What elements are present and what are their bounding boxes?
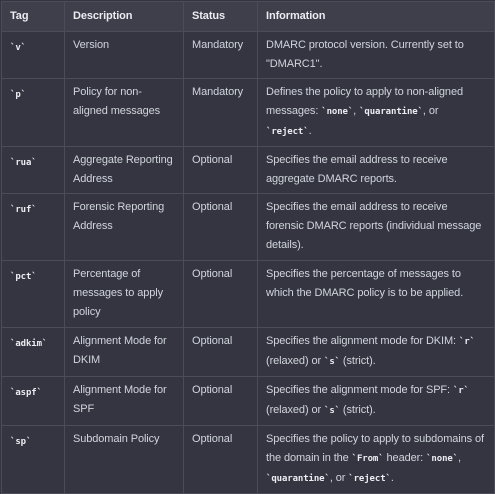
information-cell: [258, 32, 495, 79]
table-row: [2, 147, 495, 194]
tag-cell: [2, 32, 65, 79]
inline-code: `none`: [321, 107, 354, 117]
info-text: (strict).: [339, 404, 376, 416]
information-cell: [258, 328, 495, 377]
tag-cell: [2, 377, 65, 426]
inline-code: `quarantine`: [359, 107, 423, 117]
inline-code: `s`: [324, 357, 340, 367]
tag-code: `pct`: [10, 272, 37, 282]
information-cell: [258, 377, 495, 426]
column-header-description: Description: [65, 2, 184, 32]
tag-code: `adkim`: [10, 339, 48, 349]
information-cell: [258, 79, 495, 147]
information-cell: [258, 194, 495, 261]
information-cell: [258, 147, 495, 194]
inline-code: `reject`: [266, 127, 309, 137]
tag-cell: [2, 426, 65, 494]
info-text: Defines the policy to apply to non-aligned messages:: [266, 86, 463, 117]
description-cell: Subdomain Policy: [65, 426, 184, 494]
table-row: [2, 426, 495, 494]
table-row: [2, 261, 495, 328]
tag-cell: [2, 194, 65, 261]
info-text: header:: [383, 452, 427, 464]
table-header-row: [2, 2, 495, 32]
info-text: (relaxed) or: [266, 404, 324, 416]
description-cell: Aggregate Reporting Address: [65, 147, 184, 194]
tag-cell: [2, 147, 65, 194]
tag-cell: [2, 328, 65, 377]
tag-code: `ruf`: [10, 205, 37, 215]
info-text: ,: [458, 452, 461, 464]
status-cell: Optional: [184, 194, 258, 261]
information-cell: [258, 426, 495, 494]
dmarc-tags-table: [1, 1, 495, 494]
status-cell: Optional: [184, 147, 258, 194]
description-cell: Version: [65, 32, 184, 79]
info-text: Specifies the alignment mode for DKIM:: [266, 335, 459, 347]
inline-code: `quarantine`: [266, 474, 330, 484]
status-cell: Optional: [184, 328, 258, 377]
inline-code: `reject`: [348, 474, 391, 484]
column-header-information: Information: [258, 2, 495, 32]
info-text: Specifies the percentage of messages to which the DMARC policy is to be applied.: [266, 268, 464, 299]
info-text: .: [390, 472, 394, 484]
table-row: [2, 377, 495, 426]
info-text: , or: [422, 105, 439, 117]
column-header-status: Status: [184, 2, 258, 32]
info-text: (relaxed) or: [266, 355, 324, 367]
tag-code: `v`: [10, 43, 26, 53]
info-text: Specifies the email address to receive aggregate DMARC reports.: [266, 154, 448, 185]
inline-code: `r`: [452, 386, 469, 396]
status-cell: Optional: [184, 426, 258, 494]
tag-cell: [2, 261, 65, 328]
tag-code: `rua`: [10, 158, 37, 168]
status-cell: Optional: [184, 377, 258, 426]
info-text: .: [308, 125, 312, 137]
info-text: Specifies the alignment mode for SPF:: [266, 384, 453, 396]
info-text: (strict).: [339, 355, 376, 367]
description-cell: Forensic Reporting Address: [65, 194, 184, 261]
table-row: [2, 328, 495, 377]
info-text: ,: [353, 105, 360, 117]
inline-code: `none`: [426, 454, 459, 464]
table-row: [2, 79, 495, 147]
info-text: , or: [329, 472, 349, 484]
status-cell: Mandatory: [184, 79, 258, 147]
info-text: DMARC protocol version. Currently set to "DMARC1".: [266, 39, 464, 70]
description-cell: Percentage of messages to apply policy: [65, 261, 184, 328]
inline-code: `From`: [351, 454, 384, 464]
tag-code: `sp`: [10, 437, 32, 447]
inline-code: `s`: [324, 406, 340, 416]
tag-code: `p`: [10, 90, 26, 100]
table-row: [2, 194, 495, 261]
inline-code: `r`: [458, 337, 475, 347]
info-text: Specifies the email address to receive forensic DMARC reports (individual message details).: [266, 201, 482, 251]
tag-cell: [2, 79, 65, 147]
table-row: [2, 32, 495, 79]
tag-code: `aspf`: [10, 388, 42, 398]
description-cell: Alignment Mode for DKIM: [65, 328, 184, 377]
info-text: Specifies the policy to apply to subdomains of the domain in the: [266, 433, 484, 464]
status-cell: Optional: [184, 261, 258, 328]
description-cell: Policy for non-aligned messages: [65, 79, 184, 147]
status-cell: Mandatory: [184, 32, 258, 79]
information-cell: [258, 261, 495, 328]
description-cell: Alignment Mode for SPF: [65, 377, 184, 426]
column-header-tag: Tag: [2, 2, 65, 32]
